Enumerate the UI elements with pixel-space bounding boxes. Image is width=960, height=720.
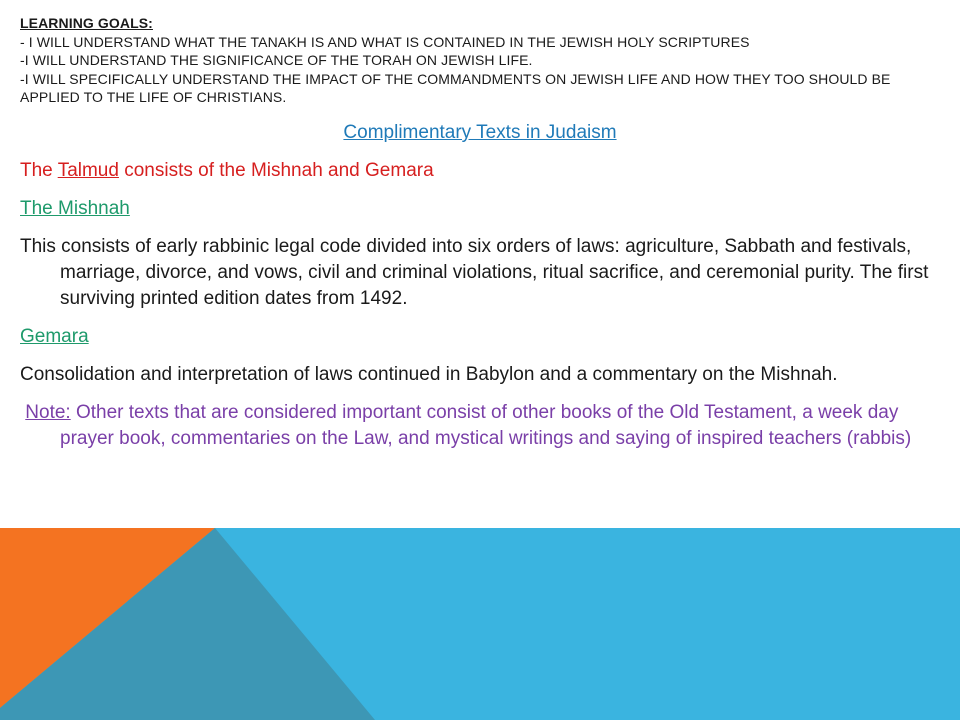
decorative-background <box>0 528 960 720</box>
gemara-link[interactable]: Gemara <box>20 326 89 347</box>
mishnah-link[interactable]: The Mishnah <box>20 198 130 219</box>
learning-goal-item: -I WILL UNDERSTAND THE SIGNIFICANCE OF THE TORAH ON JEWISH LIFE. <box>20 52 533 68</box>
gemara-paragraph: Consolidation and interpretation of laws continued in Babylon and a commentary on the Mishnah. <box>20 364 838 385</box>
note-text: Other texts that are considered important consist of other books of the Old Testament, a week day prayer book, commentaries on the Law, and mystical writings and saying of inspired teachers (rabbis) <box>60 402 912 449</box>
learning-goals <box>20 14 945 107</box>
learning-goal-item: - I WILL UNDERSTAND WHAT THE TANAKH IS AND WHAT IS CONTAINED IN THE JEWISH HOLY SCRIPTURES <box>20 33 750 50</box>
learning-goals-title: LEARNING GOALS: <box>20 15 153 31</box>
talmud-prefix: The <box>20 160 58 181</box>
slide-body <box>20 120 940 464</box>
heading-link[interactable]: Complimentary Texts in Judaism <box>343 122 617 143</box>
learning-goal-item: -I WILL SPECIFICALLY UNDERSTAND THE IMPACT OF THE COMMANDMENTS ON JEWISH LIFE AND HOW THEY TOO SHOULD BE APPLIED TO THE LIFE OF CHRISTIANS. <box>20 70 891 105</box>
note-paragraph <box>20 400 940 452</box>
talmud-suffix: consists of the Mishnah and Gemara <box>118 160 434 181</box>
talmud-link[interactable]: Talmud <box>57 160 119 181</box>
mishnah-paragraph: This consists of early rabbinic legal code divided into six orders of laws: agriculture, Sabbath and festivals, marriage, divorce, and vows, civil and criminal violations, ritual sacrifice, and ceremonial purity. The first surviving printed edition dates from 1492. <box>20 236 929 309</box>
talmud-line <box>20 158 940 184</box>
note-link[interactable]: Note: <box>25 402 71 423</box>
